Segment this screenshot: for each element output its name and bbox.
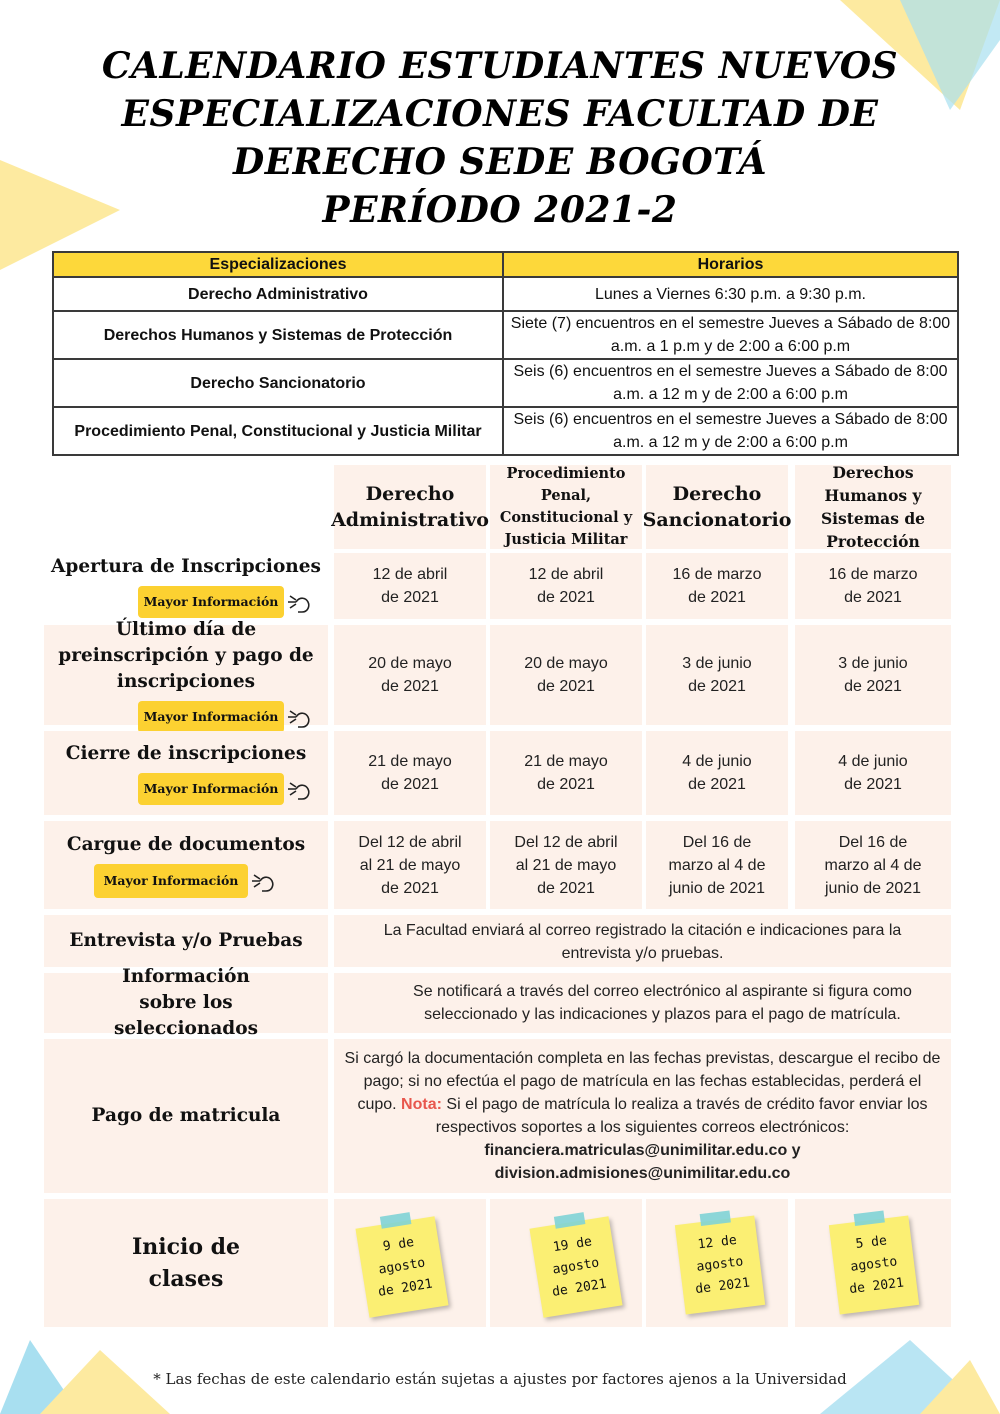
mayor-informacion-label: Mayor Información — [138, 701, 285, 733]
hand-pointer-icon — [248, 869, 278, 893]
mayor-informacion-button[interactable] — [94, 864, 279, 898]
col-header-derechos-humanos — [795, 465, 951, 549]
date-cell: 21 de mayo de 2021 — [334, 731, 486, 815]
pago-text — [334, 1039, 951, 1193]
date-cell: 16 de marzo de 2021 — [795, 553, 951, 619]
hand-pointer-icon — [284, 705, 314, 729]
title-line: PERÍODO 2021-2 — [322, 189, 678, 231]
email-financiera[interactable]: financiera.matriculas@unimilitar.edu.co y — [484, 1142, 801, 1159]
col-header-label: Procedimiento Penal, Constitucional y Justicia Militar — [499, 465, 633, 548]
spec-schedule: Seis (6) encuentros en el semestre Jueves a Sábado de 8:00 a.m. a 12 m y de 2:00 a 6:00 p.m — [503, 407, 958, 455]
date-cell: 21 de mayo de 2021 — [490, 731, 642, 815]
row-label-text: Pago de matricula — [91, 1105, 281, 1126]
spec-name: Derechos Humanos y Sistemas de Protección — [53, 311, 503, 359]
header-horarios: Horarios — [503, 252, 958, 277]
sticky-note — [529, 1216, 622, 1317]
row-label-ultimo-dia — [44, 619, 328, 725]
pago-text-before: Si cargó la documentación completa en las fechas previstas, descargue el recibo de pago; si no efectúa el pago de matrícula en las fechas establecidas, perderá el cupo. — [344, 1050, 941, 1113]
hand-pointer-icon — [284, 590, 314, 614]
date-cell: 16 de marzo de 2021 — [646, 553, 788, 619]
date-cell: 12 de abril de 2021 — [490, 553, 642, 619]
date-cell: 20 de mayo de 2021 — [490, 625, 642, 725]
row-label-entrevista — [44, 915, 328, 967]
date-cell: Del 12 de abril al 21 de mayo de 2021 — [490, 821, 642, 909]
spec-schedule: Siete (7) encuentros en el semestre Jueves a Sábado de 8:00 a.m. a 1 p.m y de 2:00 a 6:00 p.m — [503, 311, 958, 359]
sticky-note-date: 19 de agosto de 2021 — [551, 1234, 608, 1300]
sticky-note — [675, 1215, 765, 1314]
seleccionados-text-content: Se notificará a través del correo electrónico al aspirante si figura como seleccionado y las indicaciones y plazos para el pago de matrícula. — [413, 983, 912, 1023]
row-label-text: Apertura de Inscripciones — [51, 556, 321, 577]
date-cell: Del 16 de marzo al 4 de junio de 2021 — [795, 821, 951, 909]
date-cell: 20 de mayo de 2021 — [334, 625, 486, 725]
date-cell: Del 12 de abril al 21 de mayo de 2021 — [334, 821, 486, 909]
mayor-informacion-label: Mayor Información — [138, 586, 285, 618]
spec-name: Derecho Administrativo — [53, 277, 503, 311]
mayor-informacion-label: Mayor Información — [94, 864, 249, 898]
horarios-table — [52, 251, 959, 456]
col-header-label: Derecho Sancionatorio — [642, 483, 792, 531]
mayor-informacion-label: Mayor Información — [138, 773, 285, 805]
pago-paragraph — [343, 1047, 943, 1139]
date-cell: Del 16 de marzo al 4 de junio de 2021 — [646, 821, 788, 909]
row-label-text: Cierre de inscripciones — [65, 743, 307, 764]
date-cell: 4 de junio de 2021 — [646, 731, 788, 815]
spec-name: Procedimiento Penal, Constitucional y Justicia Militar — [53, 407, 503, 455]
mayor-informacion-button[interactable] — [138, 701, 315, 733]
seleccionados-text — [334, 973, 951, 1033]
date-cell: 12 de abril de 2021 — [334, 553, 486, 619]
sticky-note — [355, 1216, 448, 1317]
row-label-text: Información sobre los seleccionados — [113, 966, 258, 1039]
email-admisiones[interactable]: division.admisiones@unimilitar.edu.co — [494, 1165, 791, 1182]
entrevista-text — [334, 915, 951, 967]
spec-schedule: Seis (6) encuentros en el semestre Jueves a Sábado de 8:00 a.m. a 12 m y de 2:00 a 6:00 p.m — [503, 359, 958, 407]
hand-pointer-icon — [284, 777, 314, 801]
col-header-label: Derechos Humanos y Sistemas de Protección — [820, 463, 926, 551]
row-label-cierre — [44, 731, 328, 815]
row-label-pago — [44, 1039, 328, 1193]
spec-schedule: Lunes a Viernes 6:30 p.m. a 9:30 p.m. — [503, 277, 958, 311]
sticky-note-date: 5 de agosto de 2021 — [848, 1233, 905, 1298]
table-row — [53, 277, 958, 311]
sticky-note-date: 12 de agosto de 2021 — [694, 1232, 751, 1298]
date-cell: 4 de junio de 2021 — [795, 731, 951, 815]
row-label-text: Inicio de clases — [131, 1234, 241, 1292]
col-header-derecho-administrativo — [331, 465, 489, 549]
row-label-cargue — [44, 821, 328, 909]
nota-label: Nota: — [401, 1096, 442, 1113]
table-row — [53, 359, 958, 407]
sticky-note-date: 9 de agosto de 2021 — [377, 1234, 434, 1300]
title-line: DERECHO SEDE BOGOTÁ — [232, 141, 767, 183]
row-label-apertura — [44, 553, 328, 619]
entrevista-text-content: La Facultad enviará al correo registrado la citación e indicaciones para la entrevista y/o pruebas. — [383, 922, 902, 962]
date-cell: 3 de junio de 2021 — [795, 625, 951, 725]
spec-name: Derecho Sancionatorio — [53, 359, 503, 407]
tape-decoration — [700, 1210, 731, 1226]
title-line: CALENDARIO ESTUDIANTES NUEVOS — [101, 45, 899, 87]
row-label-text: Cargue de documentos — [66, 834, 306, 855]
header-especializaciones: Especializaciones — [53, 252, 503, 277]
sticky-note — [829, 1215, 919, 1314]
row-label-inicio — [44, 1199, 328, 1327]
col-header-procedimiento-penal — [490, 465, 642, 549]
row-label-text: Entrevista y/o Pruebas — [69, 930, 303, 951]
col-header-label: Derecho Administrativo — [331, 483, 489, 531]
col-header-derecho-sancionatorio — [642, 465, 792, 549]
mayor-informacion-button[interactable] — [138, 773, 315, 805]
mayor-informacion-button[interactable] — [138, 586, 315, 618]
tape-decoration — [854, 1210, 885, 1226]
page-title — [0, 42, 1000, 234]
table-row — [53, 311, 958, 359]
title-line: ESPECIALIZACIONES FACULTAD DE — [121, 93, 879, 135]
pago-text-after: Si el pago de matrícula lo realiza a través de crédito favor enviar los respectivos soportes a los siguientes correos electrónicos: — [435, 1096, 928, 1136]
footer-disclaimer: * Las fechas de este calendario están sujetas a ajustes por factores ajenos a la Universidad — [153, 1370, 847, 1388]
row-label-text: Último día de preinscripción y pago de inscripciones — [58, 619, 314, 692]
date-cell: 3 de junio de 2021 — [646, 625, 788, 725]
row-label-seleccionados — [44, 966, 328, 1039]
table-row — [53, 407, 958, 455]
